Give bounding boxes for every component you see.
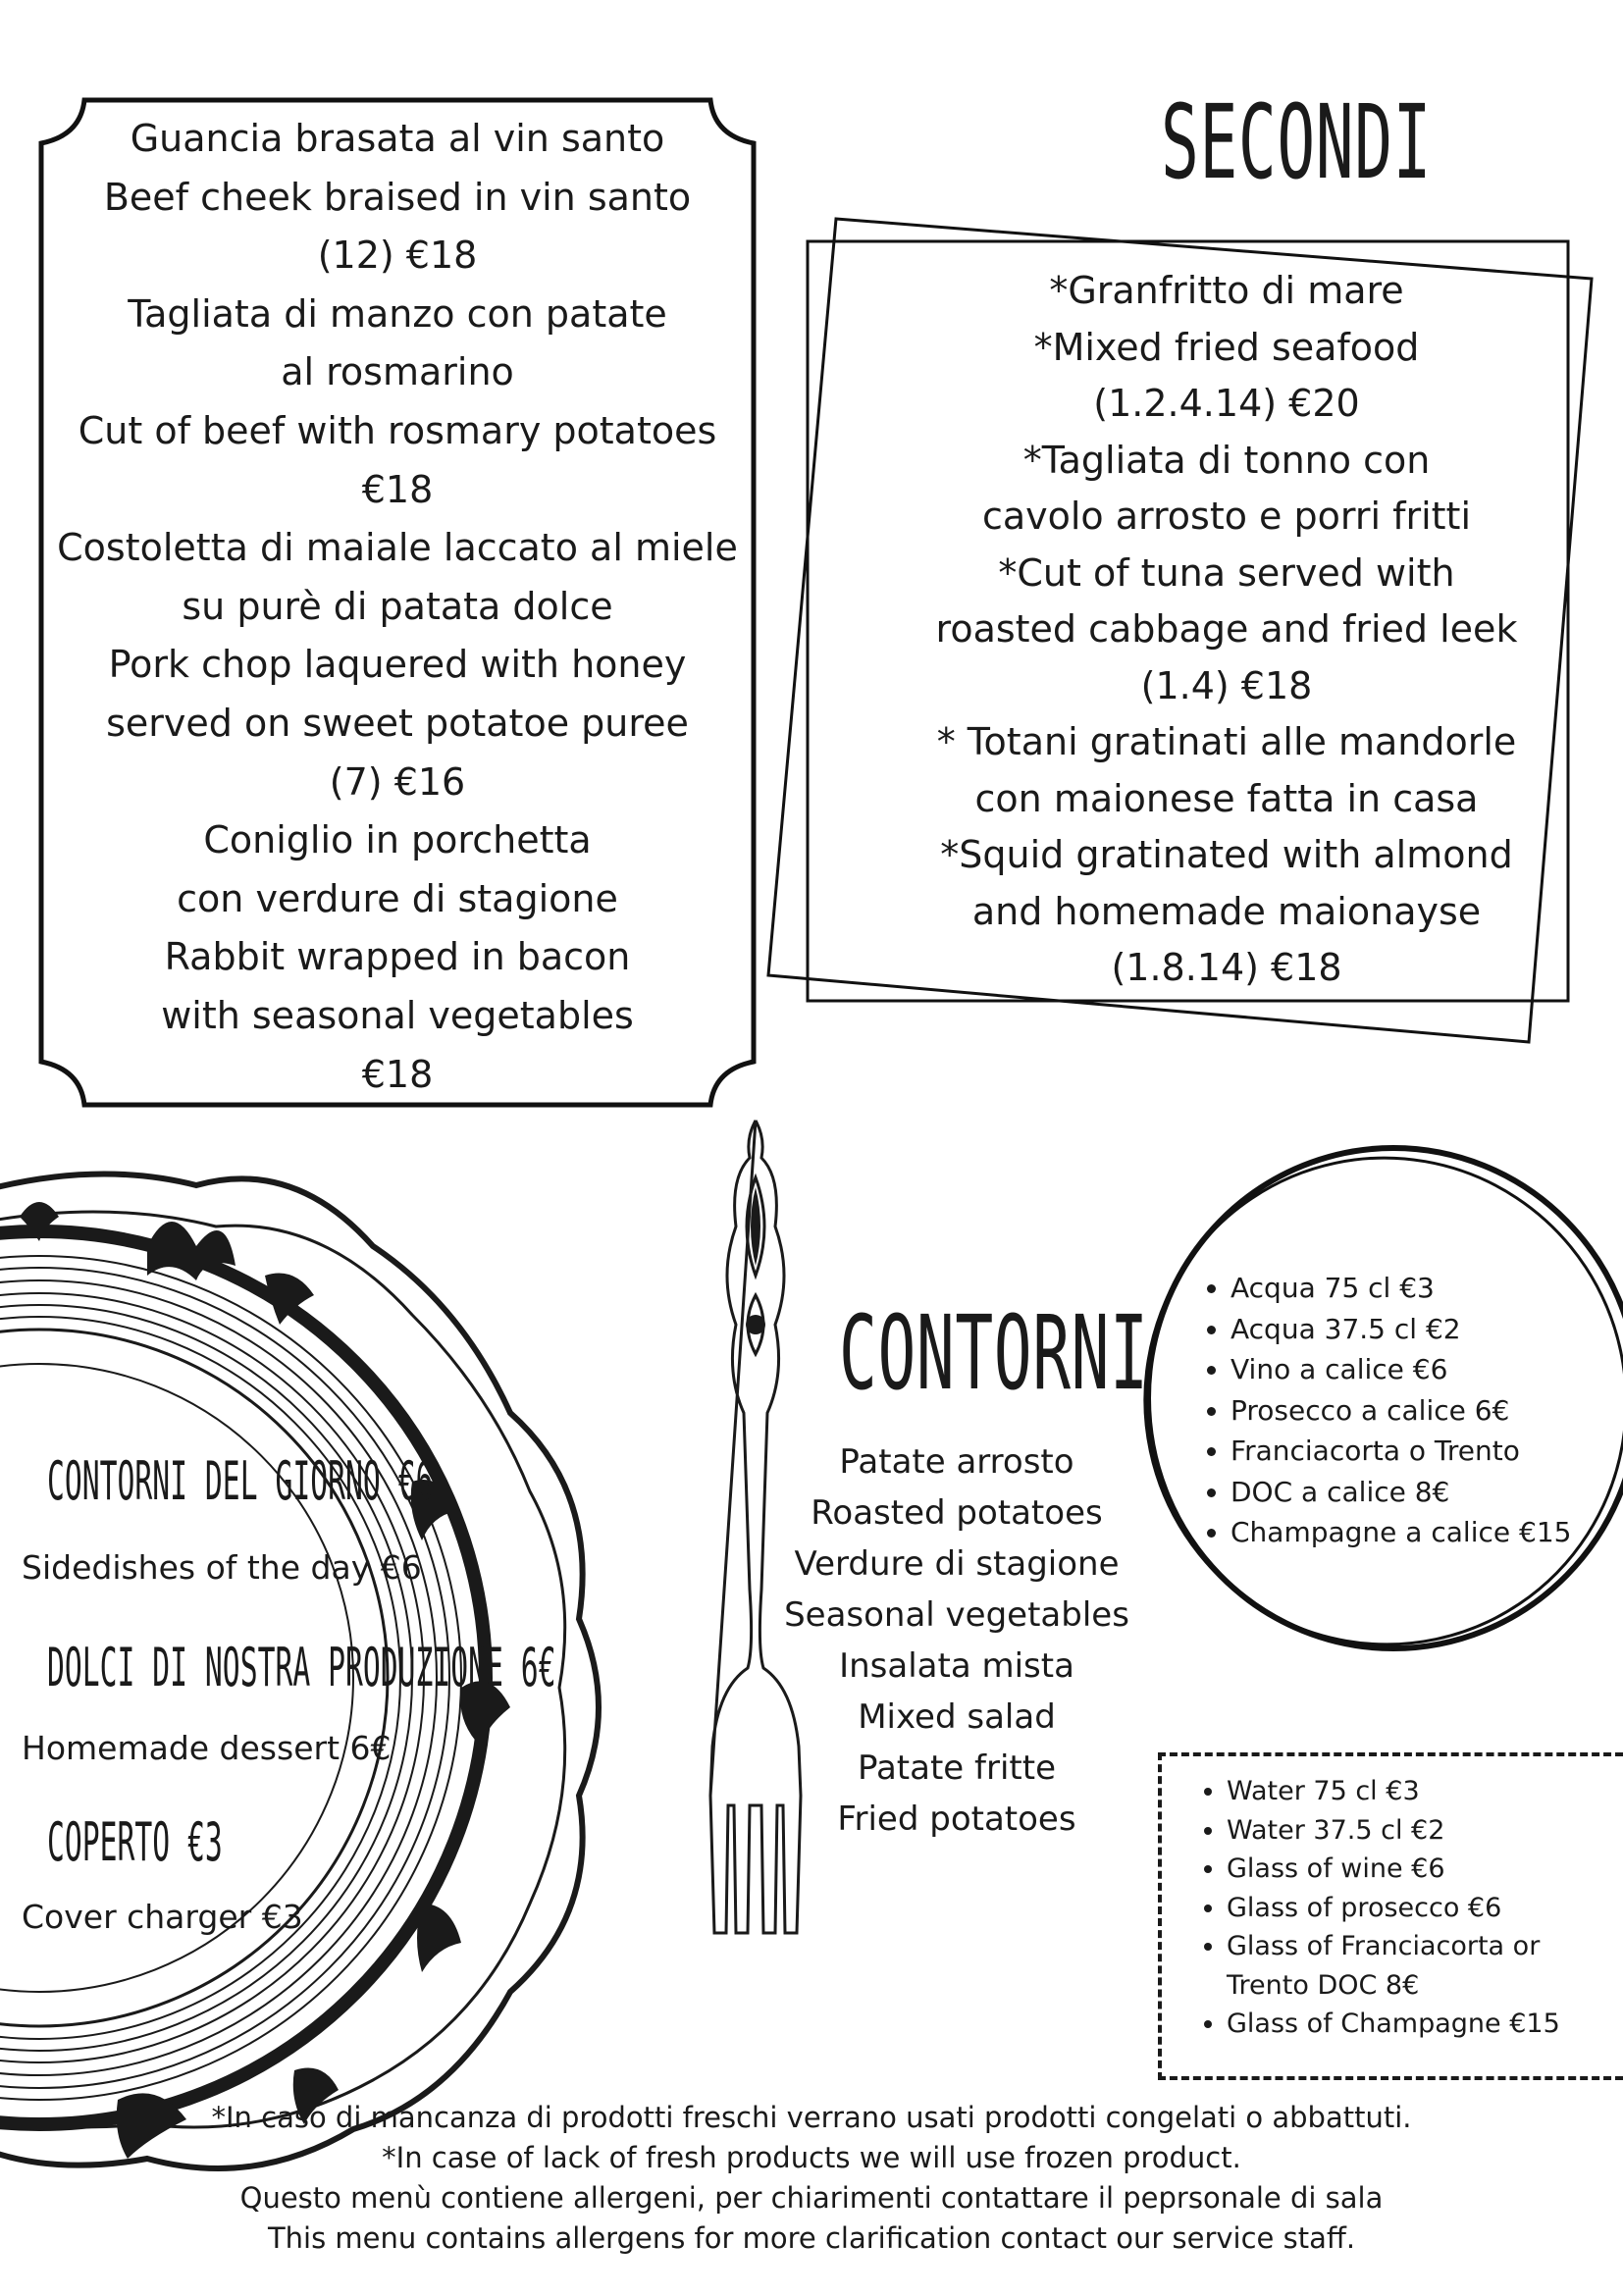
drink-item: • Acqua 37.5 cl €2 <box>1230 1309 1623 1350</box>
secondi-line: cavolo arrosto e porri fritti <box>981 495 1472 538</box>
menu-line: served on sweet potatoe puree <box>106 701 689 745</box>
menu-line: Cut of beef with rosmary potatoes <box>78 408 717 452</box>
menu-line: (12) €18 <box>317 234 478 278</box>
secondi-line: con maionese fatta in casa <box>974 776 1479 820</box>
drink-item: • Acqua 75 cl €3 <box>1230 1268 1623 1309</box>
footer-line: This menu contains allergens for more clarification contact our service staff. <box>267 2221 1356 2255</box>
secondi-title: SECONDI <box>1161 82 1433 202</box>
secondi-line: *Granfritto di mare <box>1049 269 1404 312</box>
drink-item: • Franciacorta o Trento <box>1230 1431 1623 1472</box>
secondi-line: (1.8.14) €18 <box>1111 946 1342 989</box>
contorni-del-giorno-text: Sidedishes of the day €6 <box>22 1548 422 1587</box>
drink-item: • Glass of wine €6 <box>1227 1850 1623 1889</box>
drink-item: • Prosecco a calice 6€ <box>1230 1390 1623 1432</box>
footer-notes <box>0 2098 1623 2259</box>
drink-item: • Water 37.5 cl €2 <box>1227 1811 1623 1851</box>
menu-line: con verdure di stagione <box>177 876 618 920</box>
menu-line: al rosmarino <box>281 350 514 394</box>
menu-line: Pork chop laquered with honey <box>108 643 687 687</box>
drink-item: • Vino a calice €6 <box>1230 1349 1623 1390</box>
contorni-item: Mixed salad <box>858 1697 1056 1737</box>
menu-line: €18 <box>361 1052 434 1096</box>
footer-line: *In caso di mancanza di prodotti freschi verrano usati prodotti congelati o abbattuti. <box>211 2101 1412 2134</box>
footer-line: Questo menù contiene allergeni, per chiarimenti contattare il peprsonale di sala <box>239 2181 1384 2215</box>
contorni-list <box>775 1436 1138 1845</box>
dolci-text: Homemade dessert 6€ <box>22 1729 392 1767</box>
drink-item: • Glass of Champagne €15 <box>1227 2005 1623 2044</box>
drink-item: • Champagne a calice €15 <box>1230 1512 1623 1553</box>
menu-line: with seasonal vegetables <box>161 993 634 1037</box>
secondi-line: roasted cabbage and fried leek <box>935 607 1518 651</box>
menu-line: €18 <box>361 467 434 511</box>
contorni-del-giorno-title: CONTORNI DEL GIORNO €6 <box>47 1450 434 1512</box>
secondi-line: (1.2.4.14) €20 <box>1093 382 1360 425</box>
menu-line: Tagliata di manzo con patate <box>128 291 667 336</box>
drinks-list-italian <box>1199 1268 1623 1553</box>
menu-line: Beef cheek braised in vin santo <box>103 175 692 219</box>
contorni-item: Patate fritte <box>857 1748 1056 1788</box>
coperto-text: Cover charger €3 <box>22 1898 303 1936</box>
contorni-item: Patate arrosto <box>839 1442 1074 1482</box>
contorni-item: Seasonal vegetables <box>784 1595 1129 1635</box>
drinks-list-english <box>1195 1772 1623 2044</box>
secondi-line: *Tagliata di tonno con <box>1022 438 1431 482</box>
secondi-list <box>903 263 1550 997</box>
contorni-item: Verdure di stagione <box>794 1544 1120 1584</box>
secondi-line: *Cut of tuna served with <box>998 550 1455 595</box>
contorni-title: CONTORNI <box>839 1293 1149 1413</box>
contorni-item: Roasted potatoes <box>811 1493 1103 1533</box>
menu-line: Costoletta di maiale laccato al miele <box>57 526 738 570</box>
drink-item: • Glass of Franciacorta or Trento DOC 8€ <box>1227 1927 1623 2005</box>
drink-item: • Water 75 cl €3 <box>1227 1772 1623 1811</box>
menu-line: Guancia brasata al vin santo <box>130 117 665 160</box>
secondi-line: * Totani gratinati alle mandorle <box>936 720 1517 763</box>
menu-line: su purè di patata dolce <box>182 584 613 628</box>
secondi-line: (1.4) €18 <box>1140 663 1313 707</box>
menu-line: Rabbit wrapped in bacon <box>164 935 631 979</box>
secondi-line: *Mixed fried seafood <box>1033 325 1420 369</box>
secondi-line: and homemade maionayse <box>971 889 1482 933</box>
left-menu <box>37 110 758 1104</box>
menu-line: Coniglio in porchetta <box>203 818 592 862</box>
drink-item: • Glass of prosecco €6 <box>1227 1889 1623 1928</box>
menu-line: (7) €16 <box>329 759 466 804</box>
footer-line: *In case of lack of fresh products we will use frozen product. <box>382 2141 1241 2174</box>
drink-item: • DOC a calice 8€ <box>1230 1472 1623 1513</box>
dolci-title: DOLCI DI NOSTRA PRODUZIONE 6€ <box>47 1637 556 1698</box>
coperto-title: COPERTO €3 <box>47 1811 223 1873</box>
contorni-item: Fried potatoes <box>837 1800 1076 1839</box>
contorni-item: Insalata mista <box>839 1646 1074 1686</box>
secondi-line: *Squid gratinated with almond <box>940 833 1513 876</box>
